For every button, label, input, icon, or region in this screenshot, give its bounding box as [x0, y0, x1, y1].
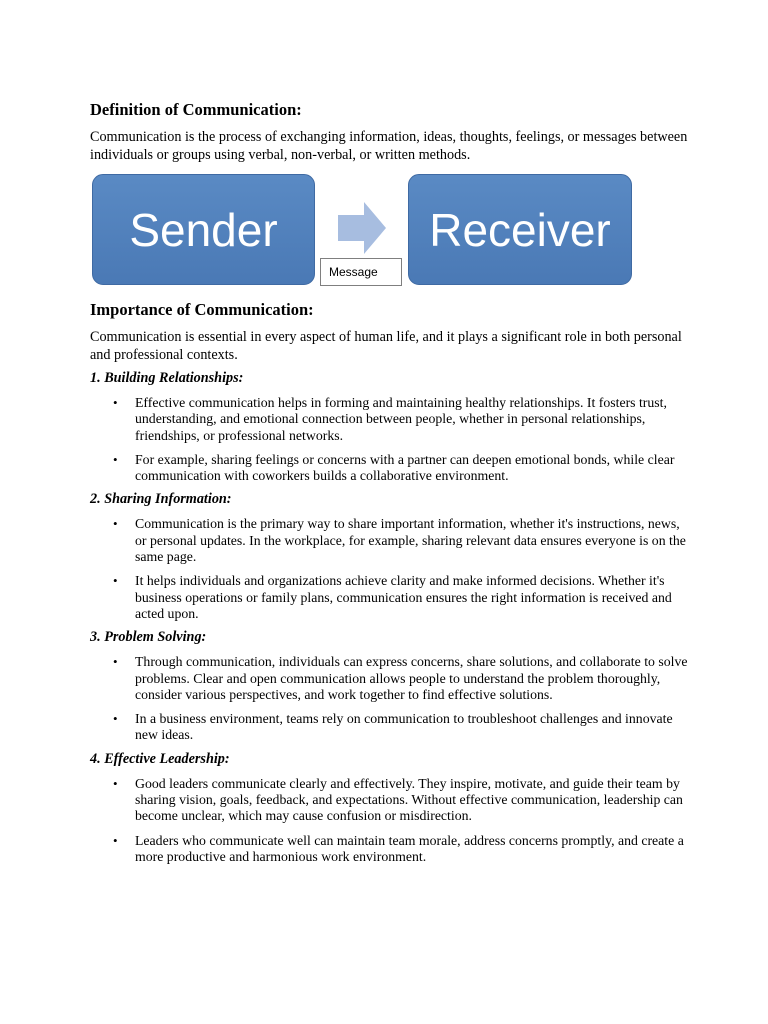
sender-box — [92, 174, 315, 285]
list-item: • For example, sharing feelings or concerns with a partner can deepen emotional bonds, while clear communication with coworkers builds a collaborative environment. — [113, 451, 675, 484]
list-item: • It helps individuals and organizations achieve clarity and make informed decisions. Whether it's business operations or family plans, communication ensures the right information is received and acted upon. — [113, 573, 672, 621]
section-title: 4. Effective Leadership: — [90, 750, 230, 767]
bullet-icon: • — [113, 711, 118, 727]
bullet-icon: • — [113, 654, 118, 670]
importance-heading: Importance of Communication: — [90, 300, 314, 319]
communication-diagram — [92, 174, 632, 290]
list-item: • Good leaders communicate clearly and effectively. They inspire, motivate, and guide their team by sharing vision, goals, feedback, and expectations. Without effective communication, leadership can become unclear, which may cause confusion or misdirection. — [113, 775, 683, 824]
document-body — [90, 100, 690, 164]
bullet-icon: • — [113, 516, 118, 532]
section-list — [90, 516, 690, 622]
bullet-icon: • — [113, 395, 118, 410]
receiver-box — [408, 174, 632, 285]
importance-intro: Communication is essential in every aspect of human life, and it plays a significant role in both personal and professional contexts. — [90, 329, 682, 363]
section-title: 1. Building Relationships: — [90, 370, 244, 386]
receiver-label: Receiver — [429, 203, 611, 256]
importance-body — [90, 300, 690, 865]
section-list — [90, 776, 690, 865]
list-item: • Effective communication helps in forming and maintaining healthy relationships. It fosters trust, understanding, and emotional connection between people, whether in personal relationships, friendships, or professional networks. — [113, 395, 667, 443]
section-title: 3. Problem Solving: — [90, 629, 207, 646]
list-item: • In a business environment, teams rely on communication to troubleshoot challenges and innovate new ideas. — [113, 711, 673, 743]
section-list — [90, 654, 690, 743]
bullet-icon: • — [113, 832, 118, 848]
bullet-icon: • — [113, 573, 118, 589]
list-item: • Communication is the primary way to share important information, whether it's instructions, news, or personal updates. In the workplace, for example, sharing relevant data ensures everyone is on the same page. — [113, 516, 686, 565]
bullet-icon: • — [113, 451, 118, 467]
definition-text: Communication is the process of exchanging information, ideas, thoughts, feelings, or messages between individuals or groups using verbal, non-verbal, or written methods. — [90, 129, 688, 163]
section-list — [90, 395, 690, 484]
definition-heading: Definition of Communication: — [90, 100, 302, 119]
right-arrow-icon — [338, 202, 386, 254]
list-item: • Leaders who communicate well can maintain team morale, address concerns promptly, and create a more productive and harmonious work environment. — [113, 832, 684, 864]
bullet-icon: • — [113, 775, 118, 791]
section-title: 2. Sharing Information: — [90, 491, 232, 508]
sender-label: Sender — [129, 203, 278, 256]
list-item: • Through communication, individuals can express concerns, share solutions, and collaborate to solve problems. Clear and open communication allows people to understand the problem thoroughly, consider various perspectives, and work together to find effective solutions. — [113, 654, 688, 702]
message-label: Message — [320, 258, 402, 286]
